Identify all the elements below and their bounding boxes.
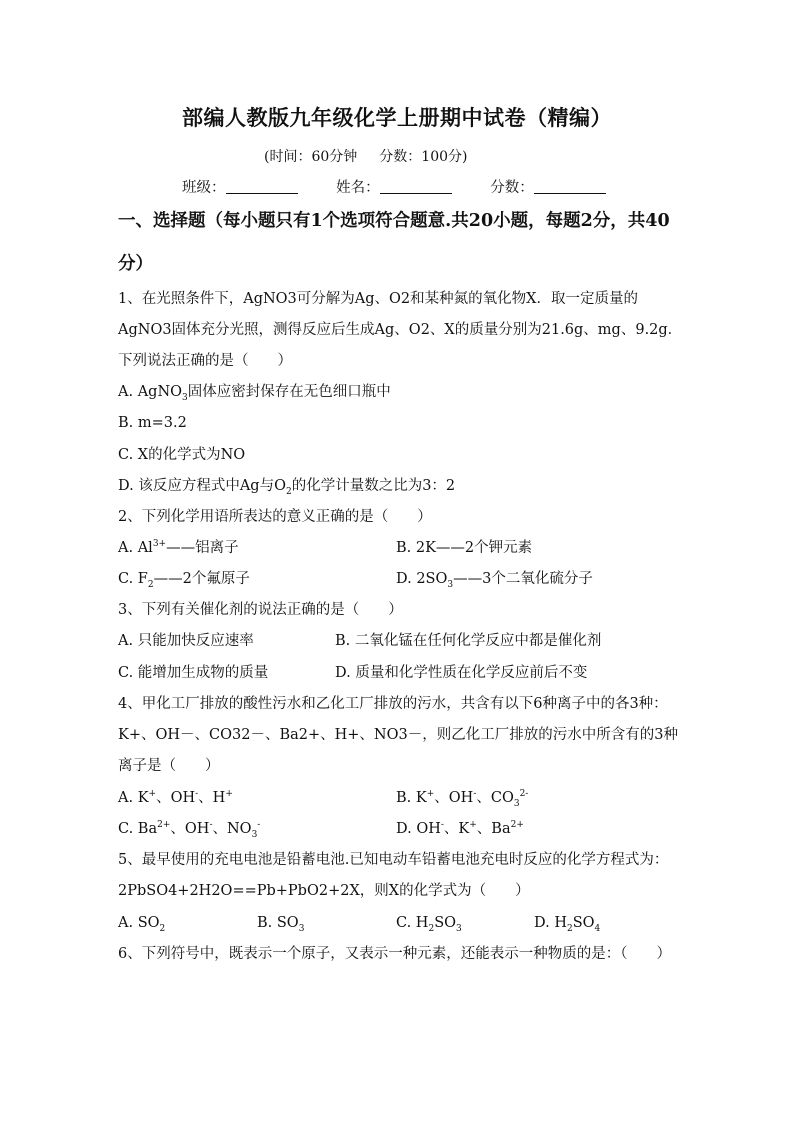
question-1-option-a <box>118 377 391 408</box>
option-text: 、OH <box>170 821 210 837</box>
subscript: 3 <box>456 923 462 934</box>
option-text: C. H <box>396 915 429 931</box>
option-text: 的化学计量数之比为3：2 <box>291 478 456 494</box>
question-4-option-c <box>118 814 260 845</box>
option-text: D. OH <box>396 821 441 837</box>
subscript: 2 <box>147 579 154 590</box>
score-label: 分数： <box>490 180 534 196</box>
question-6-stem: 6、下列符号中，既表示一个原子，又表示一种元素，还能表示一种物质的是：（ ） <box>118 946 671 962</box>
question-5-option-b <box>257 908 304 939</box>
superscript: - <box>257 820 261 831</box>
subscript: 3 <box>182 392 188 403</box>
question-2-option-b: B. 2K——2个钾元素 <box>396 540 533 556</box>
superscript: + <box>148 789 157 800</box>
superscript: - <box>209 820 213 831</box>
option-text: 、K <box>443 821 470 837</box>
superscript: - <box>473 789 477 800</box>
question-4-option-a <box>118 783 233 814</box>
subscript: 3 <box>513 798 520 809</box>
option-text: B. SO <box>257 915 299 931</box>
superscript: 3+ <box>152 539 167 550</box>
class-label: 班级： <box>182 180 226 196</box>
option-text: D. 2SO <box>396 571 448 587</box>
subscript: 3 <box>251 829 258 840</box>
question-1-option-c: C. X的化学式为NO <box>118 447 246 463</box>
question-5-option-d <box>534 908 600 939</box>
option-text: ——铝离子 <box>166 540 239 556</box>
question-1-stem: 1、在光照条件下，AgNO3可分解为Ag、O2和某种氮的氧化物X．取一定质量的AgNO3固体充分光照，测得反应后生成Ag、O2、X的质量分别为21.6g、mg、9.2g．下列说法正确的是（ ） <box>118 291 683 369</box>
option-text: A. Al <box>118 540 153 556</box>
question-3-stem: 3、下列有关催化剂的说法正确的是（ ） <box>118 602 403 618</box>
superscript: 2+ <box>510 820 524 831</box>
superscript: - <box>195 789 199 800</box>
option-text: 、H <box>198 790 226 806</box>
question-2-option-d <box>396 564 593 595</box>
option-text: C. Ba <box>118 821 158 837</box>
superscript: 2- <box>519 789 529 800</box>
student-info-line <box>182 176 606 197</box>
option-text: 固体应密封保存在无色细口瓶中 <box>187 384 391 400</box>
name-label: 姓名： <box>336 180 380 196</box>
question-1-option-d <box>118 471 455 502</box>
option-text: 、NO <box>212 821 252 837</box>
question-1-option-b: B. m=3.2 <box>118 415 187 431</box>
question-4-stem: 4、甲化工厂排放的酸性污水和乙化工厂排放的污水，共含有以下6种离子中的各3种：K+、OH－、CO32－、Ba2+、H+、NO3－，则乙化工厂排放的污水中所含有的3种离子是（ ） <box>118 696 678 774</box>
option-text: C. F <box>118 571 148 587</box>
option-text: A. SO <box>118 915 160 931</box>
subscript: 3 <box>447 579 454 590</box>
section-heading: 一、选择题（每小题只有1个选项符合题意.共20小题，每题2分，共40分） <box>118 211 670 274</box>
superscript: - <box>440 820 444 831</box>
question-2-option-c <box>118 564 250 595</box>
question-2-stem: 2、下列化学用语所表达的意义正确的是（ ） <box>118 509 432 525</box>
option-text: A. K <box>118 790 149 806</box>
question-4-option-b <box>396 783 528 814</box>
exam-total-score: 分数：100分) <box>379 149 468 165</box>
subscript: 2 <box>285 486 292 497</box>
option-text: A. AgNO <box>118 384 183 400</box>
subscript: 2 <box>566 923 573 934</box>
option-text: ——3个二氧化硫分子 <box>453 571 593 587</box>
exam-time: (时间：60分钟 <box>264 149 358 165</box>
name-blank[interactable] <box>380 179 452 194</box>
option-text: D. H <box>534 915 567 931</box>
question-3-option-a: A. 只能加快反应速率 <box>118 633 254 649</box>
score-blank[interactable] <box>534 179 606 194</box>
option-text: SO <box>572 915 595 931</box>
superscript: + <box>225 789 233 800</box>
option-text: SO <box>434 915 457 931</box>
question-3-option-b: B. 二氧化锰在任何化学反应中都是催化剂 <box>335 633 602 649</box>
option-text: D. 该反应方程式中Ag与O <box>118 478 286 494</box>
option-text: 、CO <box>476 790 514 806</box>
superscript: + <box>426 789 435 800</box>
class-blank[interactable] <box>226 179 298 194</box>
question-5-option-c <box>396 908 462 939</box>
question-3-option-c: C. 能增加生成物的质量 <box>118 665 269 681</box>
superscript: + <box>469 820 477 831</box>
option-text: 、Ba <box>476 821 511 837</box>
question-4-option-d <box>396 814 524 845</box>
subscript: 2 <box>159 923 166 934</box>
option-text: B. K <box>396 790 427 806</box>
exam-time-and-score <box>264 146 467 166</box>
superscript: 2+ <box>157 820 171 831</box>
option-text: 、OH <box>434 790 474 806</box>
option-text: 、OH <box>156 790 196 806</box>
subscript: 3 <box>298 923 305 934</box>
page-title: 部编人教版九年级化学上册期中试卷（精编） <box>182 105 612 130</box>
subscript: 2 <box>428 923 435 934</box>
question-2-option-a <box>118 533 239 564</box>
subscript: 4 <box>594 923 601 934</box>
option-text: ——2个氟原子 <box>153 571 250 587</box>
question-5-option-a <box>118 908 165 939</box>
question-5-stem: 5、最早使用的充电电池是铅蓄电池.已知电动车铅蓄电池充电时反应的化学方程式为：2PbSO4+2H2O==Pb+PbO2+2X，则X的化学式为（ ） <box>118 852 669 899</box>
question-3-option-d: D. 质量和化学性质在化学反应前后不变 <box>335 665 588 681</box>
